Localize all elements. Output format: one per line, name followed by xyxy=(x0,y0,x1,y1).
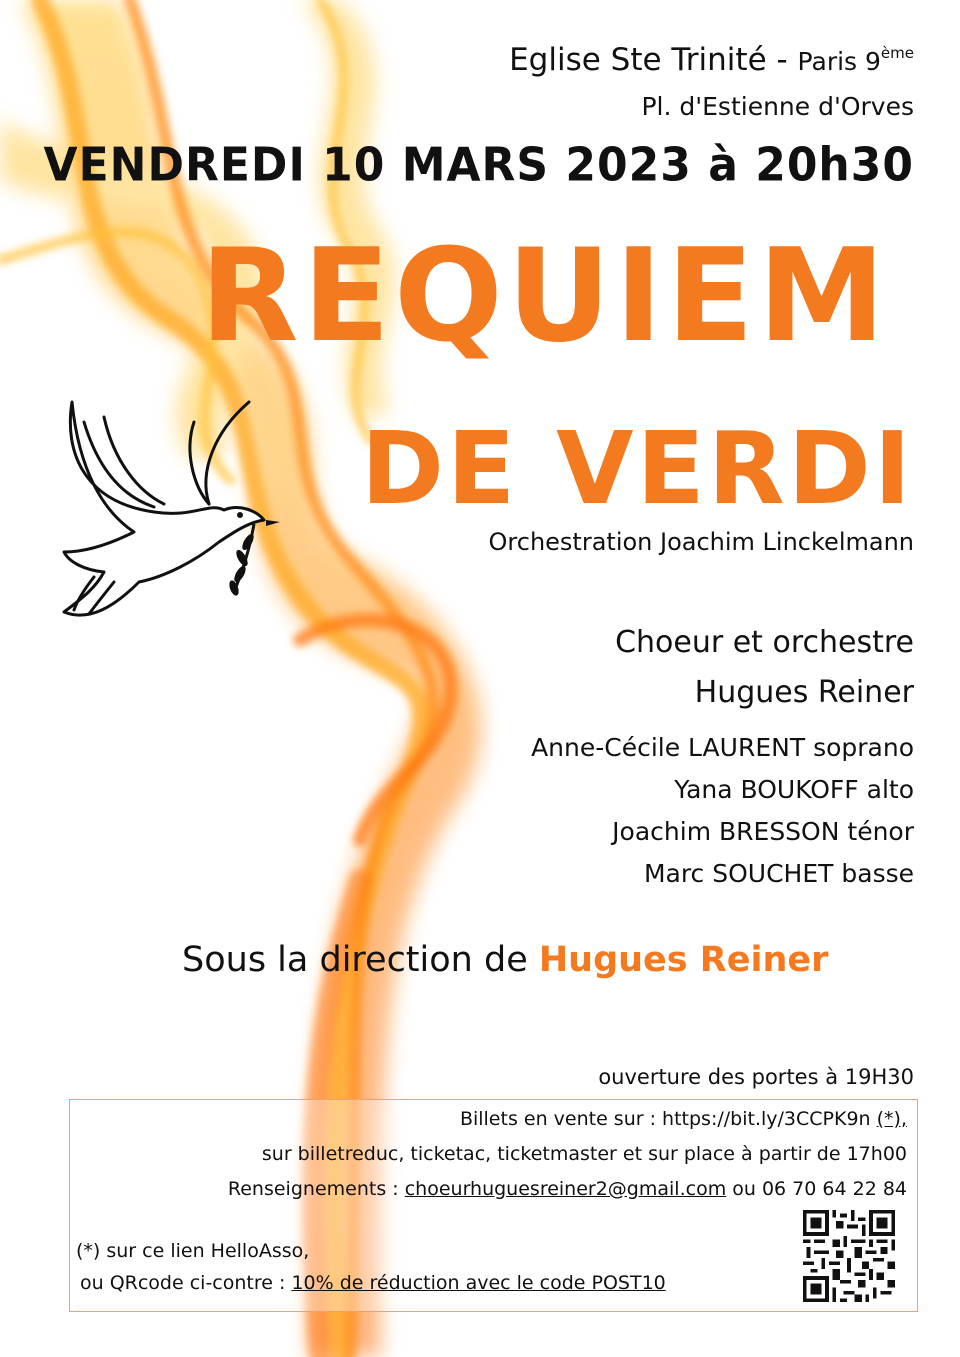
soloist-name: Anne-Cécile LAURENT xyxy=(531,733,806,762)
contact-label: Renseignements : xyxy=(227,1178,399,1200)
soloist-row xyxy=(644,859,914,888)
title-requiem: REQUIEM xyxy=(200,222,890,371)
venue-city-sup: ème xyxy=(880,44,914,62)
doors-opening: ouverture des portes à 19H30 xyxy=(598,1065,914,1089)
conductor-name: Hugues Reiner xyxy=(538,940,829,980)
ticket-info-box xyxy=(69,1099,918,1312)
tickets-url[interactable]: Billets en vente sur : https://bit.ly/3CCPK9n xyxy=(459,1108,871,1130)
title-de-verdi: DE VERDI xyxy=(360,410,914,527)
soloist-voice: alto xyxy=(866,775,914,804)
dove-with-olive-branch-icon xyxy=(44,392,284,642)
discount-prefix: ou QRcode ci-contre : xyxy=(80,1272,286,1294)
discount-code: 10% de réduction avec le code POST10 xyxy=(291,1272,666,1294)
venue-address: Pl. d'Estienne d'Orves xyxy=(641,92,914,121)
contact-line xyxy=(228,1178,907,1200)
ensemble-line1: Choeur et orchestre xyxy=(615,625,914,660)
discount-note xyxy=(80,1272,666,1294)
ensemble-line2: Hugues Reiner xyxy=(694,675,914,710)
venue-city xyxy=(797,44,914,76)
tickets-line2: sur billetreduc, ticketac, ticketmaster et sur place à partir de 17h00 xyxy=(261,1143,907,1165)
soloist-row xyxy=(531,733,914,762)
contact-email-link[interactable]: choeurhuguesreiner2@gmail.com xyxy=(404,1178,727,1200)
tickets-line1 xyxy=(460,1108,907,1130)
soloist-name: Yana BOUKOFF xyxy=(674,775,859,804)
qr-code-icon[interactable] xyxy=(803,1210,895,1302)
ensemble xyxy=(615,618,914,718)
venue-city-text: Paris 9 xyxy=(797,47,881,76)
soloist-name: Joachim BRESSON xyxy=(612,817,840,846)
soloist-voice: basse xyxy=(841,859,914,888)
soloist-voice: soprano xyxy=(813,733,914,762)
venue-line xyxy=(509,42,914,78)
soloist-row xyxy=(612,817,914,846)
helloasso-note: (*) sur ce lien HelloAsso, xyxy=(76,1240,310,1262)
venue-church: Eglise Ste Trinité - xyxy=(509,42,788,78)
conductor-prefix: Sous la direction de xyxy=(182,940,528,980)
orchestration-credit: Orchestration Joachim Linckelmann xyxy=(488,528,914,556)
soloist-voice: ténor xyxy=(847,817,914,846)
conductor-line xyxy=(182,940,828,980)
soloist-row xyxy=(674,775,914,804)
concert-date: VENDREDI 10 MARS 2023 à 20h30 xyxy=(43,138,914,193)
contact-phone: ou 06 70 64 22 84 xyxy=(732,1178,907,1200)
tickets-asterisk: (*), xyxy=(876,1108,907,1130)
soloist-name: Marc SOUCHET xyxy=(643,859,834,888)
